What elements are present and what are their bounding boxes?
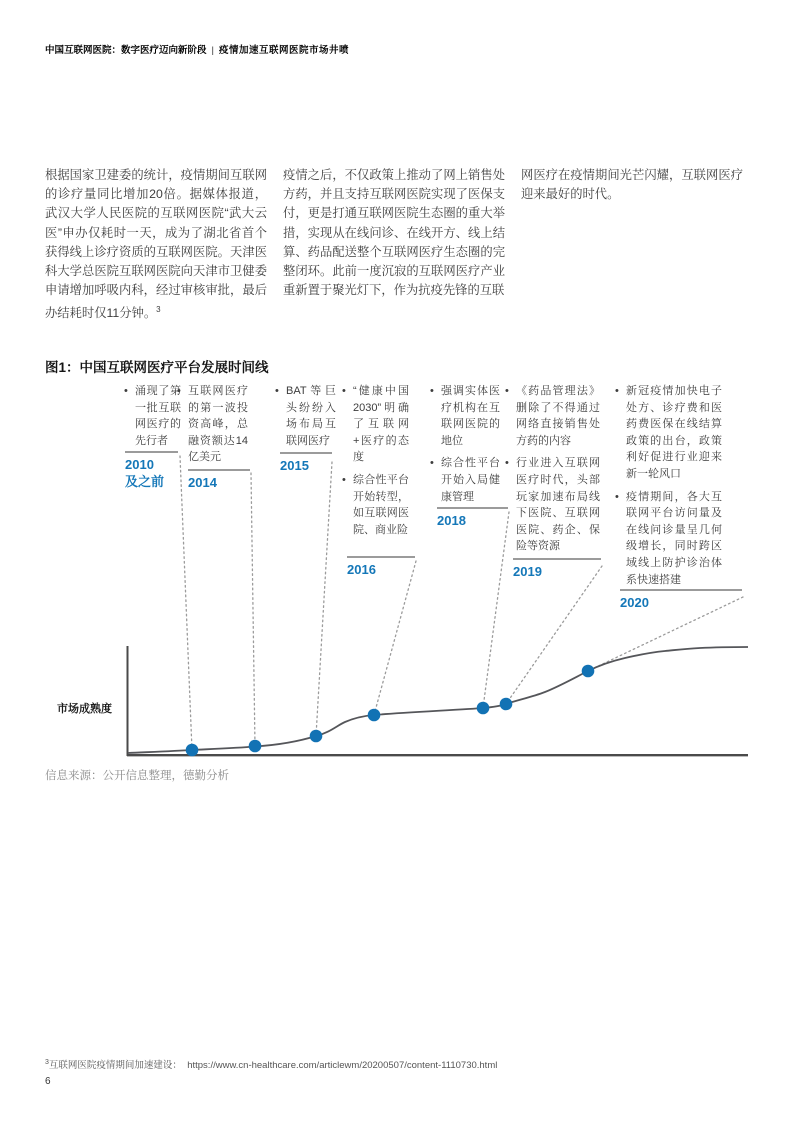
body-column-3 <box>521 166 743 204</box>
year-text: 2015 <box>280 458 309 473</box>
data-point-dot <box>500 698 513 711</box>
body-paragraph: 网医疗在疫情期间光芒闪耀，互联网医疗迎来最好的时代。 <box>521 168 743 202</box>
source-note: 信息来源：公开信息整理，德勤分析 <box>45 770 229 782</box>
year-text: 2018 <box>437 513 466 528</box>
y-axis-label: 市场成熟度 <box>57 703 112 715</box>
connector-lines <box>180 456 743 750</box>
timeline-bullet-item: • 行业进入互联网医疗时代，头部玩家加速布局线下医院、互联网医院、药企、保险等资源 <box>505 455 600 555</box>
data-point-dot <box>582 665 595 678</box>
chapter-title: 疫情加速互联网医院市场井喷 <box>218 45 349 56</box>
year-text: 2014 <box>188 475 217 490</box>
timeline-bullet-item: • 强调实体医疗机构在互联网医院的地位 <box>430 383 500 449</box>
year-suffix-text: 及之前 <box>125 474 165 489</box>
data-point-dot <box>477 702 490 715</box>
data-point-dot <box>186 744 199 757</box>
timeline-bullet-item: • 综合性平台开始转型，如互联网医院、商业险 <box>342 472 409 538</box>
body-column-2 <box>283 166 505 300</box>
timeline-bullet-item: • 涌现了第一批互联网医疗的先行者 <box>124 383 181 449</box>
footnote-reference: 3 <box>156 305 161 315</box>
connector-line <box>374 561 416 715</box>
body-paragraph: 根据国家卫建委的统计，疫情期间互联网的诊疗量同比增加20倍。据媒体报道，武汉大学人民医院的互联网医院“武大云医”申办仅耗时一天，成为了湖北省首个获得线上诊疗资质的互联网医院。天津医科大学总医院互联网医院向天津市卫健委申请增加呼吸内科，经过审核审批，最后办结耗时仅11分钟。 <box>45 168 267 321</box>
data-point-dots <box>186 665 595 757</box>
maturity-curve <box>128 647 748 753</box>
timeline-bullet-item: • “健康中国2030”明确了互联网+医疗的态度 <box>342 383 409 466</box>
running-header <box>45 42 349 56</box>
year-text: 2019 <box>513 564 542 579</box>
year-text: 2010 <box>125 457 154 472</box>
connector-line <box>180 456 192 750</box>
footnote-text: 互联网医院疫情期间加速建设： <box>48 1060 182 1071</box>
maturity-curve-chart <box>40 380 770 770</box>
connector-line <box>316 462 332 736</box>
report-title: 中国互联网医院：数字医疗迈向新阶段 <box>45 45 207 56</box>
figure-title: 图1：中国互联网医疗平台发展时间线 <box>45 360 269 375</box>
connector-line <box>251 473 255 746</box>
timeline-bullet-item: • 疫情期间，各大互联网平台访问量及在线问诊量呈几何级增长，同时跨区域线上防护诊治体系快速搭建 <box>615 489 722 589</box>
timeline-bullet-item: • 综合性平台开始入局健康管理 <box>430 455 500 505</box>
connector-line <box>483 512 509 708</box>
data-point-dot <box>368 709 381 722</box>
data-point-dot <box>249 740 262 753</box>
header-divider: | <box>211 45 214 56</box>
data-point-dot <box>310 730 323 743</box>
timeline-bullet-item: • 互联网医疗的第一波投资高峰，总融资额达14亿美元 <box>177 383 248 466</box>
footnote <box>45 1057 497 1071</box>
timeline-bullet-item: • BAT等巨头纷纷入场布局互联网医疗 <box>275 383 336 449</box>
connector-line <box>588 597 743 671</box>
page-number: 6 <box>45 1076 51 1087</box>
footnote-url-link[interactable]: https://www.cn-healthcare.com/articlewm/20200507/content-1110730.html <box>187 1060 498 1071</box>
timeline-bullet-item: • 新冠疫情加快电子处方、诊疗费和医药费医保在线结算政策的出台，政策利好促进行业迎来新一轮风口 <box>615 383 722 483</box>
body-paragraph: 疫情之后，不仅政策上推动了网上销售处方药，并且支持互联网医院实现了医保支付，更是打通互联网医院生态圈的重大举措，实现从在线问诊、在线开方、线上结算、药品配送整个互联网医疗生态圈的完整闭环。此前一度沉寂的互联网医疗产业重新置于聚光灯下，作为抗疫先锋的互联 <box>283 168 505 298</box>
timeline-bullet-item: • 《药品管理法》删除了不得通过网络直接销售处方药的内容 <box>505 383 600 449</box>
year-text: 2016 <box>347 562 376 577</box>
footnote-marker: 3 <box>45 1058 49 1066</box>
year-text: 2020 <box>620 595 649 610</box>
connector-line <box>506 566 602 704</box>
body-column-1 <box>45 166 267 324</box>
